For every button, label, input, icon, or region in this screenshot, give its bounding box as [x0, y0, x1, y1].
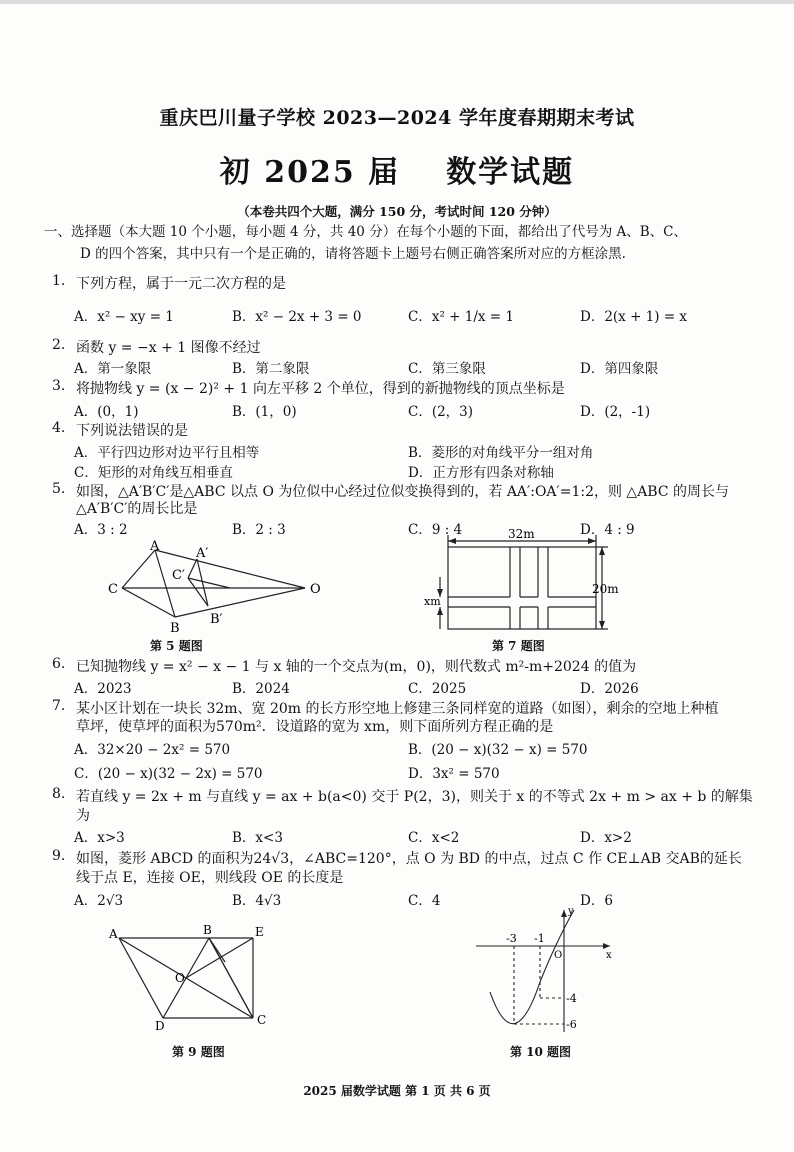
section-heading-line2: D 的四个答案，其中只有一个是正确的，请将答题卡上题号右侧正确答案所对应的方框涂黑. [80, 246, 626, 262]
exam-note: （本卷共四个大题，满分 150 分，考试时间 120 分钟） [237, 204, 557, 219]
question-stem-cont: △A′B′C′的周长比是 [76, 501, 198, 517]
option-a[interactable]: A．32×20 − 2x² = 570 [74, 742, 231, 758]
question-stem: 下列方程，属于一元二次方程的是 [76, 276, 286, 292]
fig5-label-o: O [310, 582, 321, 597]
option-b[interactable]: B．2 : 3 [232, 522, 286, 538]
option-b[interactable]: B．第二象限 [232, 361, 310, 377]
question-number: 6. [52, 656, 66, 672]
exam-subtitle [0, 147, 794, 191]
option-b[interactable]: B．菱形的对角线平分一组对角 [408, 445, 594, 461]
grade-label: 初 2025 届 [219, 155, 401, 190]
question-number: 5. [52, 481, 66, 497]
option-a[interactable]: A．x>3 [74, 830, 125, 846]
question-stem: 如图，菱形 ABCD 的面积为24√3，∠ABC=120°，点 O 为 BD 的中点，过点 C 作 CE⊥AB 交AB的延长 [76, 851, 742, 867]
option-c[interactable]: C．第三象限 [408, 361, 486, 377]
fig7-road-label: xm [424, 595, 441, 608]
top-edge [0, 0, 794, 4]
option-d[interactable]: D．正方形有四条对称轴 [408, 465, 554, 481]
question-number: 8. [52, 786, 66, 802]
option-c[interactable]: C．(20 − x)(32 − 2x) = 570 [74, 766, 263, 782]
fig5-label-b: B [170, 621, 180, 635]
option-b[interactable]: B．2024 [232, 681, 290, 697]
fig9-label-d: D [155, 1019, 165, 1033]
option-c[interactable]: C．矩形的对角线互相垂直 [74, 465, 233, 481]
figure-7 [420, 525, 630, 637]
question-number: 9. [52, 848, 66, 864]
option-b[interactable]: B．(20 − x)(32 − x) = 570 [408, 742, 588, 758]
option-a[interactable]: A．第一象限 [74, 361, 152, 377]
fig9-label-b: B [203, 923, 212, 937]
option-d[interactable]: D．3x² = 570 [408, 766, 500, 782]
option-c[interactable]: C．9 : 4 [408, 522, 463, 538]
option-c[interactable]: C．4 [408, 893, 441, 909]
fig5-label-a: A [150, 539, 160, 554]
fig10-label-neg1: -1 [534, 932, 545, 945]
option-a[interactable]: A．2√3 [74, 893, 124, 909]
fig5-label-b-prime: B′ [210, 612, 223, 627]
question-stem: 如图，△A′B′C′是△ABC 以点 O 为位似中心经过位似变换得到的，若 AA′:OA′=1:2，则 △ABC 的周长与 [76, 484, 730, 500]
question-number: 3. [52, 378, 66, 394]
option-a[interactable]: A．x² − xy = 1 [74, 309, 174, 325]
question-stem: 若直线 y = 2x + m 与直线 y = ax + b(a<0) 交于 P(2，3)，则关于 x 的不等式 2x + m > ax + b 的解集 [76, 789, 753, 805]
fig5-label-a-prime: A′ [196, 546, 209, 561]
option-c[interactable]: C．x² + 1/x = 1 [408, 309, 514, 325]
figure-9-caption: 第 9 题图 [172, 1045, 225, 1059]
question-stem: 下列说法错误的是 [76, 423, 188, 439]
option-a[interactable]: A．平行四边形对边平行且相等 [74, 445, 260, 461]
fig9-label-c: C [257, 1013, 267, 1027]
subject-label: 数学试题 [446, 155, 575, 190]
question-stem: 已知抛物线 y = x² − x − 1 与 x 轴的一个交点为(m，0)，则代数式 m²-m+2024 的值为 [76, 659, 637, 675]
option-c[interactable]: C．(2，3) [408, 404, 474, 420]
figure-10 [470, 902, 620, 1037]
fig10-label-x: x [606, 950, 612, 961]
fig10-label-neg4: -4 [566, 992, 577, 1005]
question-stem: 函数 y = −x + 1 图像不经过 [76, 340, 261, 356]
question-stem: 某小区计划在一块长 32m、宽 20m 的长方形空地上修建三条同样宽的道路（如图），剩余的空地上种植 [76, 701, 719, 717]
question-number: 2. [52, 337, 66, 353]
option-d[interactable]: D．6 [580, 893, 613, 909]
question-stem-cont: 线于点 E，连接 OE，则线段 OE 的长度是 [76, 870, 344, 886]
section-heading-line1: 一、选择题（本大题 10 个小题，每小题 4 分，共 40 分）在每个小题的下面，都给出了代号为 A、B、C、 [44, 224, 687, 240]
fig7-height-label: 20m [592, 582, 619, 596]
option-d[interactable]: D．2026 [580, 681, 639, 697]
question-stem-cont: 草坪，使草坪的面积为570m²．设道路的宽为 xm，则下面所列方程正确的是 [76, 719, 554, 735]
fig5-label-c-prime: C′ [172, 568, 185, 583]
option-d[interactable]: D．x>2 [580, 830, 632, 846]
fig10-label-neg6: -6 [566, 1018, 577, 1031]
fig9-label-a: A [109, 927, 118, 941]
page-footer: 2025 届数学试题 第 1 页 共 6 页 [303, 1084, 491, 1098]
question-number: 1. [52, 273, 66, 289]
option-b[interactable]: B．4√3 [232, 893, 282, 909]
fig10-label-neg3: -3 [506, 932, 517, 945]
question-stem: 将抛物线 y = (x − 2)² + 1 向左平移 2 个单位，得到的新抛物线的顶点坐标是 [76, 381, 565, 397]
question-number: 7. [52, 698, 66, 714]
option-b[interactable]: B．x<3 [232, 830, 283, 846]
figure-10-caption: 第 10 题图 [510, 1045, 572, 1059]
fig10-label-origin: O [554, 950, 563, 961]
option-d[interactable]: D．第四象限 [580, 361, 659, 377]
option-d[interactable]: D．2(x + 1) = x [580, 309, 688, 325]
question-number: 4. [52, 420, 66, 436]
fig10-label-y: y [568, 906, 574, 917]
option-b[interactable]: B．(1，0) [232, 404, 297, 420]
exam-title: 重庆巴川量子学校 2023—2024 学年度春期期末考试 [159, 107, 635, 129]
option-a[interactable]: A．(0，1) [74, 404, 139, 420]
figure-5 [100, 535, 330, 635]
fig9-label-o: O [175, 971, 185, 985]
option-c[interactable]: C．x<2 [408, 830, 460, 846]
option-c[interactable]: C．2025 [408, 681, 467, 697]
option-d[interactable]: D．4 : 9 [580, 522, 635, 538]
option-d[interactable]: D．(2，-1) [580, 404, 651, 420]
fig9-label-e: E [255, 925, 264, 939]
option-a[interactable]: A．2023 [74, 681, 132, 697]
question-stem-cont: 为 [76, 808, 90, 824]
figure-5-caption: 第 5 题图 [150, 639, 203, 653]
option-b[interactable]: B．x² − 2x + 3 = 0 [232, 309, 362, 325]
fig5-label-c: C [108, 582, 118, 597]
fig7-width-label: 32m [508, 527, 535, 541]
figure-7-caption: 第 7 题图 [492, 639, 545, 653]
figure-9 [105, 922, 285, 1037]
option-a[interactable]: A．3 : 2 [74, 522, 128, 538]
